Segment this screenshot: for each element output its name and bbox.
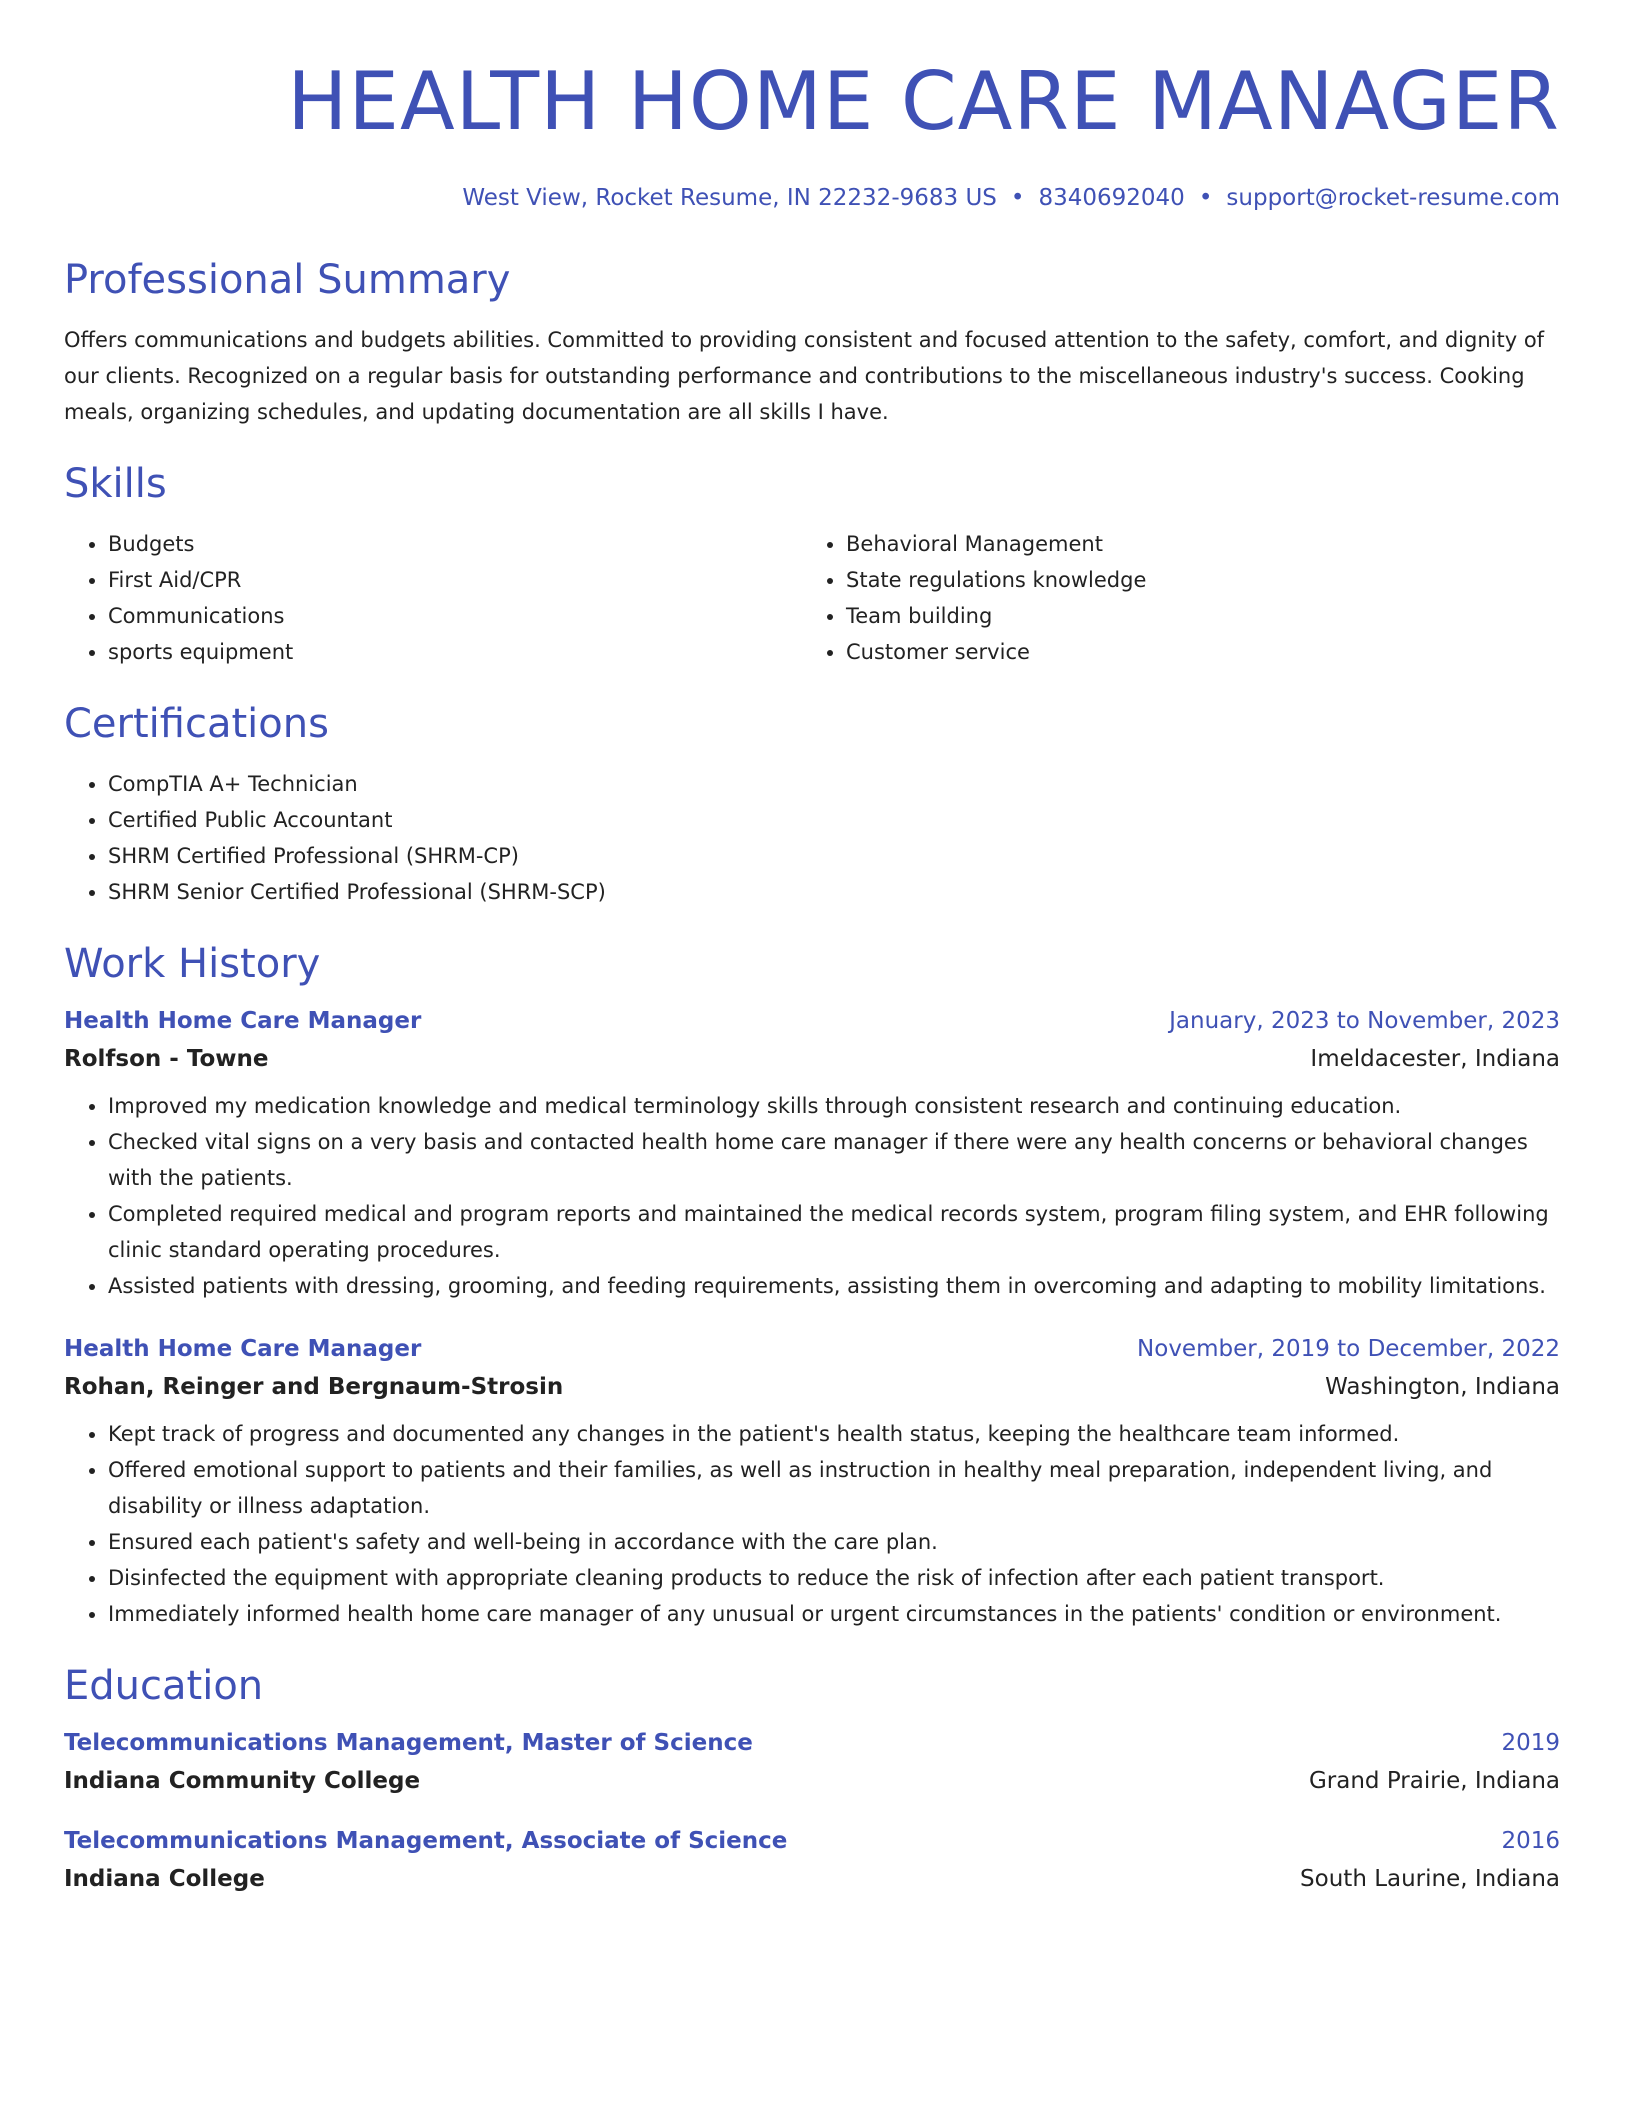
job-bullets bbox=[64, 1088, 1560, 1304]
job-bullet: • Kept track of progress and documented any changes in the patient's health status, keeping the healthcare team informed. bbox=[108, 1416, 1560, 1452]
certification-item: • SHRM Senior Certified Professional (SHRM-SCP) bbox=[108, 874, 1560, 910]
education-school-row bbox=[64, 1864, 1560, 1894]
contact-address: West View, Rocket Resume, IN 22232-9683 US bbox=[462, 185, 997, 211]
resume-page bbox=[64, 0, 1560, 1894]
job-bullet: • Improved my medication knowledge and medical terminology skills through consistent research and continuing education. bbox=[108, 1088, 1560, 1124]
job-bullet: • Immediately informed health home care manager of any unusual or urgent circumstances in the patients' condition or environment. bbox=[108, 1596, 1560, 1632]
job-employer: Rohan, Reinger and Bergnaum-Strosin bbox=[64, 1374, 564, 1400]
education-location: Grand Prairie, Indiana bbox=[1308, 1768, 1560, 1794]
job-title: Health Home Care Manager bbox=[64, 1336, 422, 1362]
certification-item: • SHRM Certified Professional (SHRM-CP) bbox=[108, 838, 1560, 874]
education-degree: Telecommunications Management, Master of Science bbox=[64, 1730, 753, 1756]
job-bullet: • Offered emotional support to patients and their families, as well as instruction in healthy meal preparation, independent living, and disability or illness adaptation. bbox=[108, 1452, 1560, 1524]
skill-item: • Communications bbox=[108, 598, 802, 634]
skill-item: • State regulations knowledge bbox=[846, 562, 1540, 598]
work-history-heading: Work History bbox=[64, 941, 321, 987]
contact-email[interactable]: support@rocket-resume.com bbox=[1226, 185, 1560, 211]
job-entry bbox=[64, 1006, 1560, 1304]
skill-item: • Team building bbox=[846, 598, 1540, 634]
skills-grid bbox=[64, 526, 1560, 670]
contact-separator: • bbox=[1010, 185, 1025, 211]
skill-item: • Customer service bbox=[846, 634, 1540, 670]
certifications-heading: Certifications bbox=[64, 701, 329, 747]
skill-item: • Behavioral Management bbox=[846, 526, 1540, 562]
summary-text: Offers communications and budgets abilities. Committed to providing consistent and focused attention to the safety, comfort, and dignity of our clients. Recognized on a regular basis for outstanding performance and contributions to the miscellaneous industry's success. Cooking meals, organizing schedules, and updating documentation are all skills I have. bbox=[64, 328, 1545, 424]
education-school: Indiana College bbox=[64, 1866, 265, 1892]
job-dates: November, 2019 to December, 2022 bbox=[1137, 1336, 1560, 1362]
job-bullet: • Completed required medical and program reports and maintained the medical records system, program filing system, and EHR following clinic standard operating procedures. bbox=[108, 1196, 1560, 1268]
contact-line bbox=[64, 184, 1560, 212]
education-heading: Education bbox=[64, 1663, 264, 1709]
job-bullet: • Assisted patients with dressing, grooming, and feeding requirements, assisting them in overcoming and adapting to mobility limitations. bbox=[108, 1268, 1560, 1304]
resume-header bbox=[64, 0, 1560, 212]
job-bullet: • Disinfected the equipment with appropriate cleaning products to reduce the risk of infection after each patient transport. bbox=[108, 1560, 1560, 1596]
education-degree: Telecommunications Management, Associate of Science bbox=[64, 1828, 788, 1854]
certifications-list bbox=[64, 766, 1560, 910]
skill-item: • sports equipment bbox=[108, 634, 802, 670]
skills-heading: Skills bbox=[64, 461, 167, 507]
skills-list-right bbox=[802, 526, 1540, 670]
job-bullet: • Checked vital signs on a very basis and contacted health home care manager if there were any health concerns or behavioral changes with the patients. bbox=[108, 1124, 1560, 1196]
summary-section bbox=[64, 256, 1560, 430]
skills-list-left bbox=[64, 526, 802, 670]
education-section bbox=[64, 1662, 1560, 1894]
job-dates: January, 2023 to November, 2023 bbox=[1169, 1008, 1560, 1034]
skill-item: • First Aid/CPR bbox=[108, 562, 802, 598]
education-year: 2019 bbox=[1501, 1730, 1560, 1756]
education-header-row bbox=[64, 1826, 1560, 1856]
contact-phone: 8340692040 bbox=[1038, 185, 1185, 211]
work-history-section bbox=[64, 940, 1560, 1632]
education-school: Indiana Community College bbox=[64, 1768, 421, 1794]
skill-item: • Budgets bbox=[108, 526, 802, 562]
job-location: Washington, Indiana bbox=[1325, 1374, 1560, 1400]
certifications-section bbox=[64, 700, 1560, 910]
job-employer-row bbox=[64, 1044, 1560, 1074]
education-location: South Laurine, Indiana bbox=[1300, 1866, 1560, 1892]
job-entry bbox=[64, 1334, 1560, 1632]
job-bullet: • Ensured each patient's safety and well-being in accordance with the care plan. bbox=[108, 1524, 1560, 1560]
certification-item: • Certified Public Accountant bbox=[108, 802, 1560, 838]
education-year: 2016 bbox=[1501, 1828, 1560, 1854]
certification-item: • CompTIA A+ Technician bbox=[108, 766, 1560, 802]
education-entry bbox=[64, 1728, 1560, 1796]
job-title: Health Home Care Manager bbox=[64, 1008, 422, 1034]
candidate-name: HEALTH HOME CARE MANAGER bbox=[287, 55, 1560, 148]
education-header-row bbox=[64, 1728, 1560, 1758]
job-header-row bbox=[64, 1006, 1560, 1036]
job-employer-row bbox=[64, 1372, 1560, 1402]
skills-section bbox=[64, 460, 1560, 670]
job-employer: Rolfson - Towne bbox=[64, 1046, 269, 1072]
education-school-row bbox=[64, 1766, 1560, 1796]
education-entry bbox=[64, 1826, 1560, 1894]
job-header-row bbox=[64, 1334, 1560, 1364]
job-location: Imeldacester, Indiana bbox=[1310, 1046, 1560, 1072]
contact-separator: • bbox=[1198, 185, 1213, 211]
summary-heading: Professional Summary bbox=[64, 257, 511, 303]
job-bullets bbox=[64, 1416, 1560, 1632]
